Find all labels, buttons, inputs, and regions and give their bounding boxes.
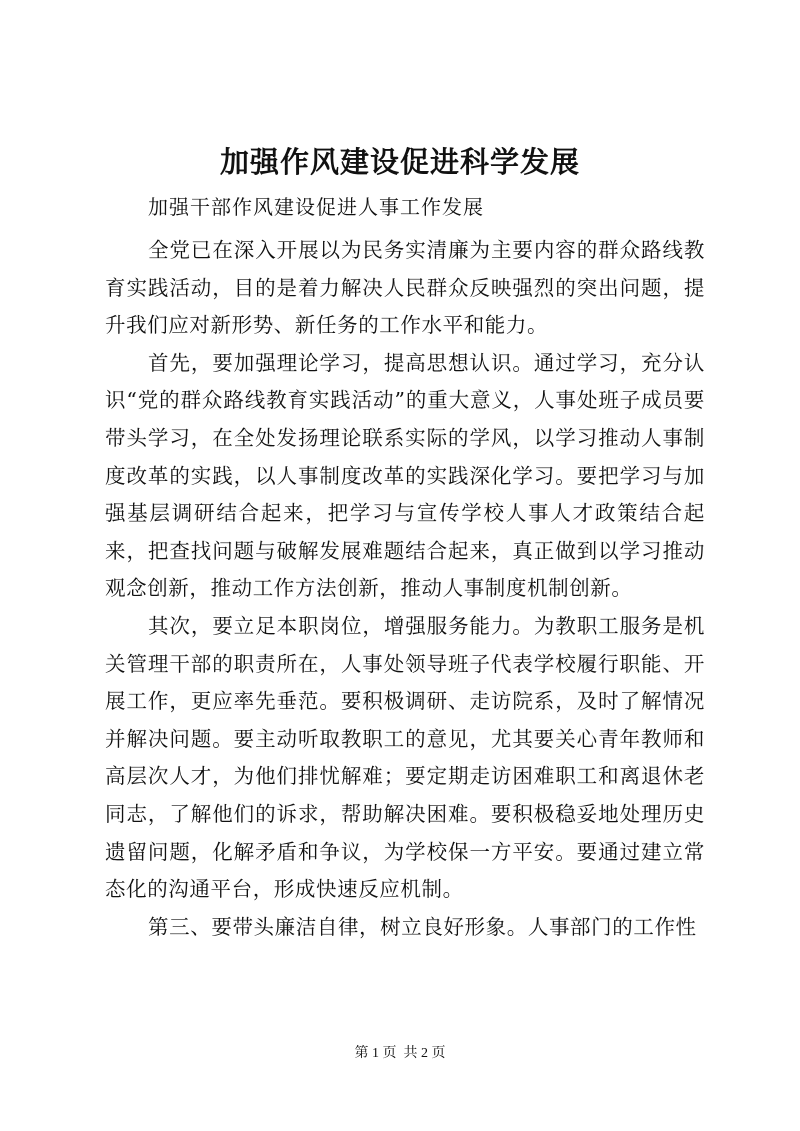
document-title: 加强作风建设促进科学发展	[219, 145, 580, 179]
paragraph-first-point: 首先，要加强理论学习，提高思想认识。通过学习，充分认识“党的群众路线教育实践活动”的重大意义，人事处班子成员要带头学习，在全处发扬理论联系实际的学风，以学习推动人事制度改革的实践，以人事制度改革的实践深化学习。要把学习与加强基层调研结合起来，把学习与宣传学校人事人才政策结合起来，把查找问题与破解发展难题结合起来，真正做到以学习推动观念创新，推动工作方法创新，推动人事制度机制创新。	[105, 350, 705, 601]
page-number-footer: 第 1 页 共 2 页	[354, 1046, 446, 1061]
document-body	[105, 232, 705, 946]
paragraph-second-point: 其次，要立足本职岗位，增强服务能力。为教职工服务是机关管理干部的职责所在，人事处领导班子代表学校履行职能、开展工作，更应率先垂范。要积极调研、走访院系，及时了解情况并解决问题。要主动听取教职工的意见，尤其要关心青年教师和高层次人才，为他们排忧解难；要定期走访困难职工和离退休老同志，了解他们的诉求，帮助解决困难。要积极稳妥地处理历史遗留问题，化解矛盾和争议，为学校保一方平安。要通过建立常态化的沟通平台，形成快速反应机制。	[105, 613, 705, 902]
paragraph-third-point: 第三、要带头廉洁自律，树立良好形象。人事部门的工作性	[148, 914, 697, 939]
paragraph-intro: 全党已在深入开展以为民务实清廉为主要内容的群众路线教育实践活动，目的是着力解决人民群众反映强烈的突出问题，提升我们应对新形势、新任务的工作水平和能力。	[105, 238, 705, 338]
document-subtitle: 加强干部作风建设促进人事工作发展	[148, 195, 484, 219]
